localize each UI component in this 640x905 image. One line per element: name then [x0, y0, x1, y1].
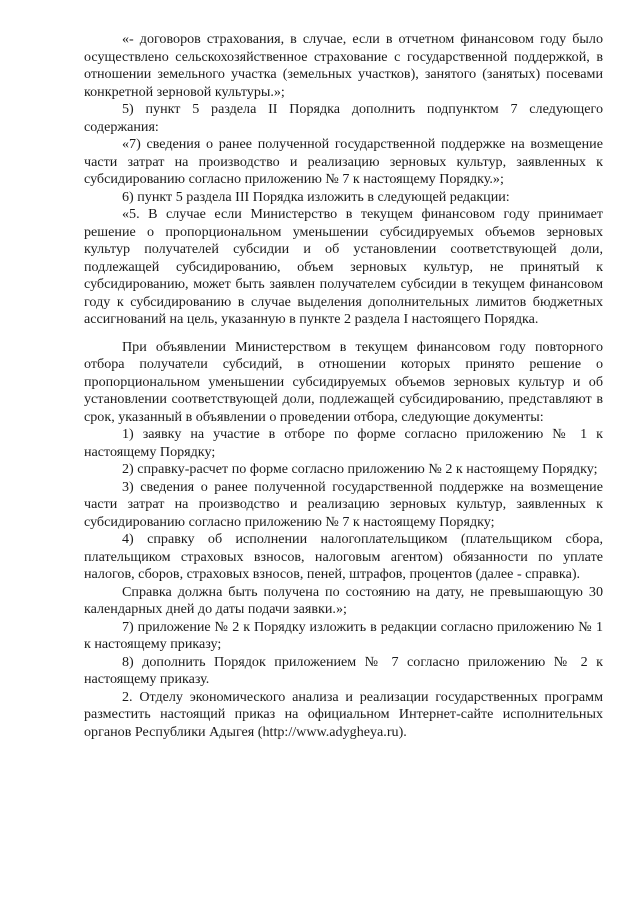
paragraph-doc-2: 2) справку-расчет по форме согласно приложению № 2 к настоящему Порядку; [122, 461, 598, 477]
document-body [84, 31, 603, 741]
paragraph-insurance-clause: «- договоров страхования, в случае, если в отчетном финансовом году было осуществлено сельскохозяйственное страхование с государственной поддержкой, в отношении земельного участка (земельных участков), занятого (занятых) посевами конкретной зерновой культуры.»; [84, 31, 603, 100]
paragraph-section-2: 2. Отделу экономического анализа и реализации государственных программ разместить настоящий приказ на официальном Интернет-сайте исполнительных органов Республики Адыгея (http://www.adygheya.ru). [84, 688, 603, 740]
paragraph-doc-1: 1) заявку на участие в отборе по форме согласно приложению № 1 к настоящему Порядку; [84, 426, 603, 460]
paragraph-item-5: 5) пункт 5 раздела II Порядка дополнить подпунктом 7 следующего содержания: [84, 101, 603, 135]
paragraph-doc-4: 4) справку об исполнении налогоплательщиком (плательщиком сбора, плательщиком страховых взносов, налоговым агентом) обязанности по уплате налогов, сборов, страховых взносов, пеней, штрафов, процентов (далее - справка). [84, 531, 603, 582]
paragraph-doc-3: 3) сведения о ранее полученной государственной поддержке на возмещение части затрат на производство и реализацию зерновых культур, заявленных к субсидированию согласно приложению № 7 к настоящему Порядку; [84, 478, 603, 530]
paragraph-item-8: 8) дополнить Порядок приложением № 7 согласно приложению № 2 к настоящему приказу. [84, 653, 603, 687]
paragraph-item-7: 7) приложение № 2 к Порядку изложить в редакции согласно приложению № 1 к настоящему приказу; [84, 618, 603, 652]
paragraph-item-6: 6) пункт 5 раздела III Порядка изложить в следующей редакции: [122, 188, 510, 205]
paragraph-clause-5: «5. В случае если Министерство в текущем финансовом году принимает решение о пропорциональном уменьшении субсидируемых объемов зерновых культур получателей субсидии и об установлении соответствующей доли, подлежащей субсидированию, объем зерновых культур, не принятый к субсидированию, может быть заявлен получателем субсидии в текущем финансовом году к субсидированию в случае выделения дополнительных лимитов бюджетных ассигнований на цель, указанную в пункте 2 раздела I настоящего Порядка. [84, 206, 603, 327]
paragraph-certificate-note: Справка должна быть получена по состоянию на дату, не превышающую 30 календарных дней до даты подачи заявки.»; [84, 583, 603, 617]
paragraph-subitem-7: «7) сведения о ранее полученной государственной поддержке на возмещение части затрат на производство и реализацию зерновых культур, заявленных к субсидированию согласно приложению № 7 к настоящему Порядку.»; [84, 136, 603, 187]
paragraph-repeat-selection: При объявлении Министерством в текущем финансовом году повторного отбора получатели субсидий, в отношении которых принято решение о пропорциональном уменьшении субсидируемых объемов зерновых культур и об установлении соответствующей доли, подлежащей субсидированию, представляют в срок, указанный в объявлении о проведении отбора, следующие документы: [84, 338, 603, 425]
